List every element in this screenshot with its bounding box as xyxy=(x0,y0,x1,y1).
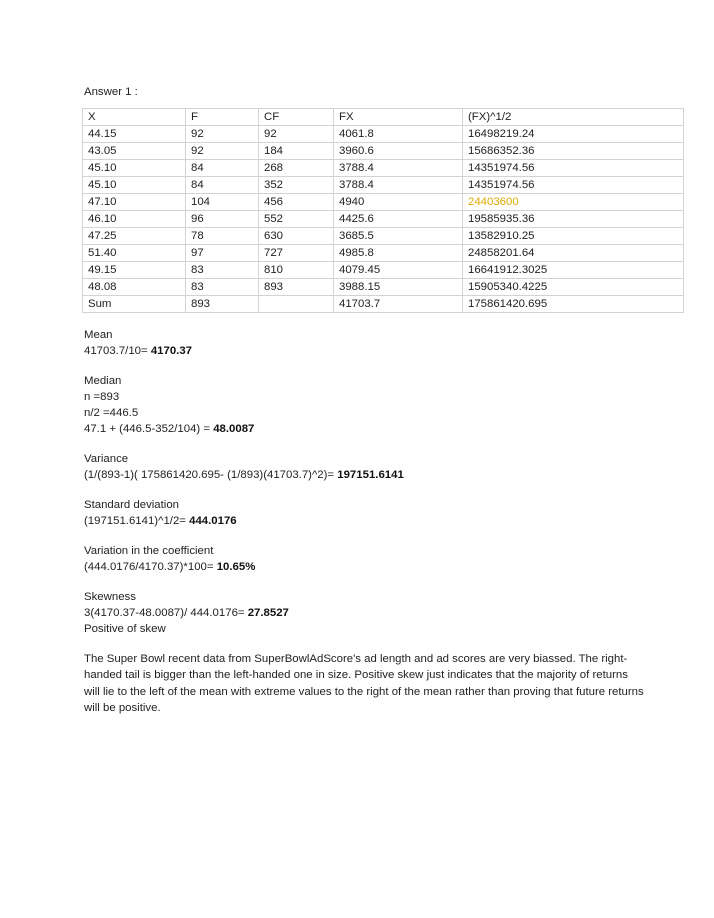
table-cell: 43.05 xyxy=(83,143,186,160)
calculation-result: 48.0087 xyxy=(213,423,255,435)
calculation-text: (444.0176/4170.37)*100= xyxy=(84,561,217,573)
calculation-line xyxy=(84,373,694,389)
table-cell: 15686352.36 xyxy=(463,143,684,160)
table-cell: 3685.5 xyxy=(334,228,463,245)
table-row xyxy=(83,143,684,160)
table-cell: 352 xyxy=(259,177,334,194)
calculation-text: (1/(893-1)( 175861420.695- (1/893)(41703.7)^2)= xyxy=(84,469,338,481)
calculation-line xyxy=(84,605,694,621)
calculation-text: Variance xyxy=(84,453,129,465)
calculation-line xyxy=(84,589,694,605)
table-cell: 45.10 xyxy=(83,177,186,194)
calculation-line xyxy=(84,327,694,343)
frequency-table xyxy=(82,108,684,313)
table-cell: 3788.4 xyxy=(334,160,463,177)
table-row xyxy=(83,211,684,228)
table-cell: 14351974.56 xyxy=(463,160,684,177)
table-cell: 92 xyxy=(186,126,259,143)
table-cell: 24858201.64 xyxy=(463,245,684,262)
table-cell: 92 xyxy=(259,126,334,143)
table-cell: 84 xyxy=(186,177,259,194)
document-page xyxy=(84,85,694,716)
calculation-line xyxy=(84,497,694,513)
calculation-line xyxy=(84,343,694,359)
calculation-line xyxy=(84,513,694,529)
table-cell xyxy=(259,296,334,313)
calculation-line xyxy=(84,621,694,637)
table-cell: 4061.8 xyxy=(334,126,463,143)
calculation-sections xyxy=(84,327,694,637)
calculation-text: Positive of skew xyxy=(84,623,166,635)
table-cell: 4985.8 xyxy=(334,245,463,262)
table-cell: 3988.15 xyxy=(334,279,463,296)
calculation-block xyxy=(84,451,694,483)
table-cell: 15905340.4225 xyxy=(463,279,684,296)
calculation-text: Variation in the coefficient xyxy=(84,545,214,557)
calculation-result: 444.0176 xyxy=(189,515,237,527)
table-cell: 104 xyxy=(186,194,259,211)
table-cell: 893 xyxy=(186,296,259,313)
table-cell: 4425.6 xyxy=(334,211,463,228)
table-sum-row xyxy=(83,296,684,313)
table-cell: 184 xyxy=(259,143,334,160)
calculation-result: 10.65% xyxy=(216,561,256,573)
table-cell: 92 xyxy=(186,143,259,160)
table-cell: 96 xyxy=(186,211,259,228)
calculation-block xyxy=(84,543,694,575)
calculation-text: n/2 =446.5 xyxy=(84,407,139,419)
column-header: FX xyxy=(334,109,463,126)
table-cell: 84 xyxy=(186,160,259,177)
table-row xyxy=(83,262,684,279)
table-cell: 44.15 xyxy=(83,126,186,143)
calculation-text: 3(4170.37-48.0087)/ 444.0176= xyxy=(84,607,248,619)
calculation-text: Standard deviation xyxy=(84,499,179,511)
table-body xyxy=(83,109,684,313)
calculation-text: (197151.6141)^1/2= xyxy=(84,515,190,527)
table-cell: 83 xyxy=(186,279,259,296)
table-cell: 4079.45 xyxy=(334,262,463,279)
table-header-row xyxy=(83,109,684,126)
table-row xyxy=(83,194,684,211)
calculation-text: n =893 xyxy=(84,391,120,403)
table-cell: 13582910.25 xyxy=(463,228,684,245)
calculation-line xyxy=(84,389,694,405)
calculation-text: Median xyxy=(84,375,122,387)
table-cell: 45.10 xyxy=(83,160,186,177)
column-header: CF xyxy=(259,109,334,126)
table-cell: 19585935.36 xyxy=(463,211,684,228)
table-row xyxy=(83,228,684,245)
calculation-text: Mean xyxy=(84,329,113,341)
table-cell: 14351974.56 xyxy=(463,177,684,194)
table-cell: 810 xyxy=(259,262,334,279)
table-cell: 78 xyxy=(186,228,259,245)
table-cell: 3960.6 xyxy=(334,143,463,160)
calculation-line xyxy=(84,421,694,437)
table-cell: 552 xyxy=(259,211,334,228)
calculation-line xyxy=(84,543,694,559)
calculation-block xyxy=(84,327,694,359)
table-cell: 16498219.24 xyxy=(463,126,684,143)
calculation-line xyxy=(84,467,694,483)
column-header: X xyxy=(83,109,186,126)
table-cell: 49.15 xyxy=(83,262,186,279)
table-row xyxy=(83,245,684,262)
calculation-text: Skewness xyxy=(84,591,136,603)
table-cell: 4940 xyxy=(334,194,463,211)
table-cell: 51.40 xyxy=(83,245,186,262)
calculation-text: 47.1 + (446.5-352/104) = xyxy=(84,423,214,435)
calculation-text: 41703.7/10= xyxy=(84,345,151,357)
table-cell: 41703.7 xyxy=(334,296,463,313)
table-cell: 630 xyxy=(259,228,334,245)
table-cell: 16641912.3025 xyxy=(463,262,684,279)
table-cell: 456 xyxy=(259,194,334,211)
table-cell: 268 xyxy=(259,160,334,177)
table-cell: Sum xyxy=(83,296,186,313)
table-cell: 47.10 xyxy=(83,194,186,211)
table-cell: 727 xyxy=(259,245,334,262)
table-cell: 47.25 xyxy=(83,228,186,245)
table-cell: 893 xyxy=(259,279,334,296)
calculation-line xyxy=(84,559,694,575)
table-cell: 83 xyxy=(186,262,259,279)
table-row xyxy=(83,160,684,177)
calculation-result: 4170.37 xyxy=(150,345,193,357)
table-cell: 97 xyxy=(186,245,259,262)
table-row xyxy=(83,126,684,143)
column-header: F xyxy=(186,109,259,126)
table-row xyxy=(83,177,684,194)
table-row xyxy=(83,279,684,296)
calculation-line xyxy=(84,405,694,421)
column-header: (FX)^1/2 xyxy=(463,109,684,126)
table-cell: 175861420.695 xyxy=(463,296,684,313)
table-cell: 3788.4 xyxy=(334,177,463,194)
table-cell: 46.10 xyxy=(83,211,186,228)
calculation-result: 197151.6141 xyxy=(337,469,404,481)
calculation-block xyxy=(84,497,694,529)
table-cell: 48.08 xyxy=(83,279,186,296)
calculation-result: 27.8527 xyxy=(247,607,289,619)
calculation-block xyxy=(84,373,694,437)
answer-heading: Answer 1 : xyxy=(84,86,138,98)
calculation-line xyxy=(84,451,694,467)
conclusion-paragraph: The Super Bowl recent data from SuperBowlAdScore's ad length and ad scores are very biassed. The right-handed tail is bigger than the left-handed one in size. Positive skew just indicates that the majority of returns will lie to the left of the mean with extreme values to the right of the mean rather than proving that future returns will be positive. xyxy=(84,653,644,714)
table-cell: 24403600 xyxy=(463,194,684,211)
calculation-block xyxy=(84,589,694,637)
